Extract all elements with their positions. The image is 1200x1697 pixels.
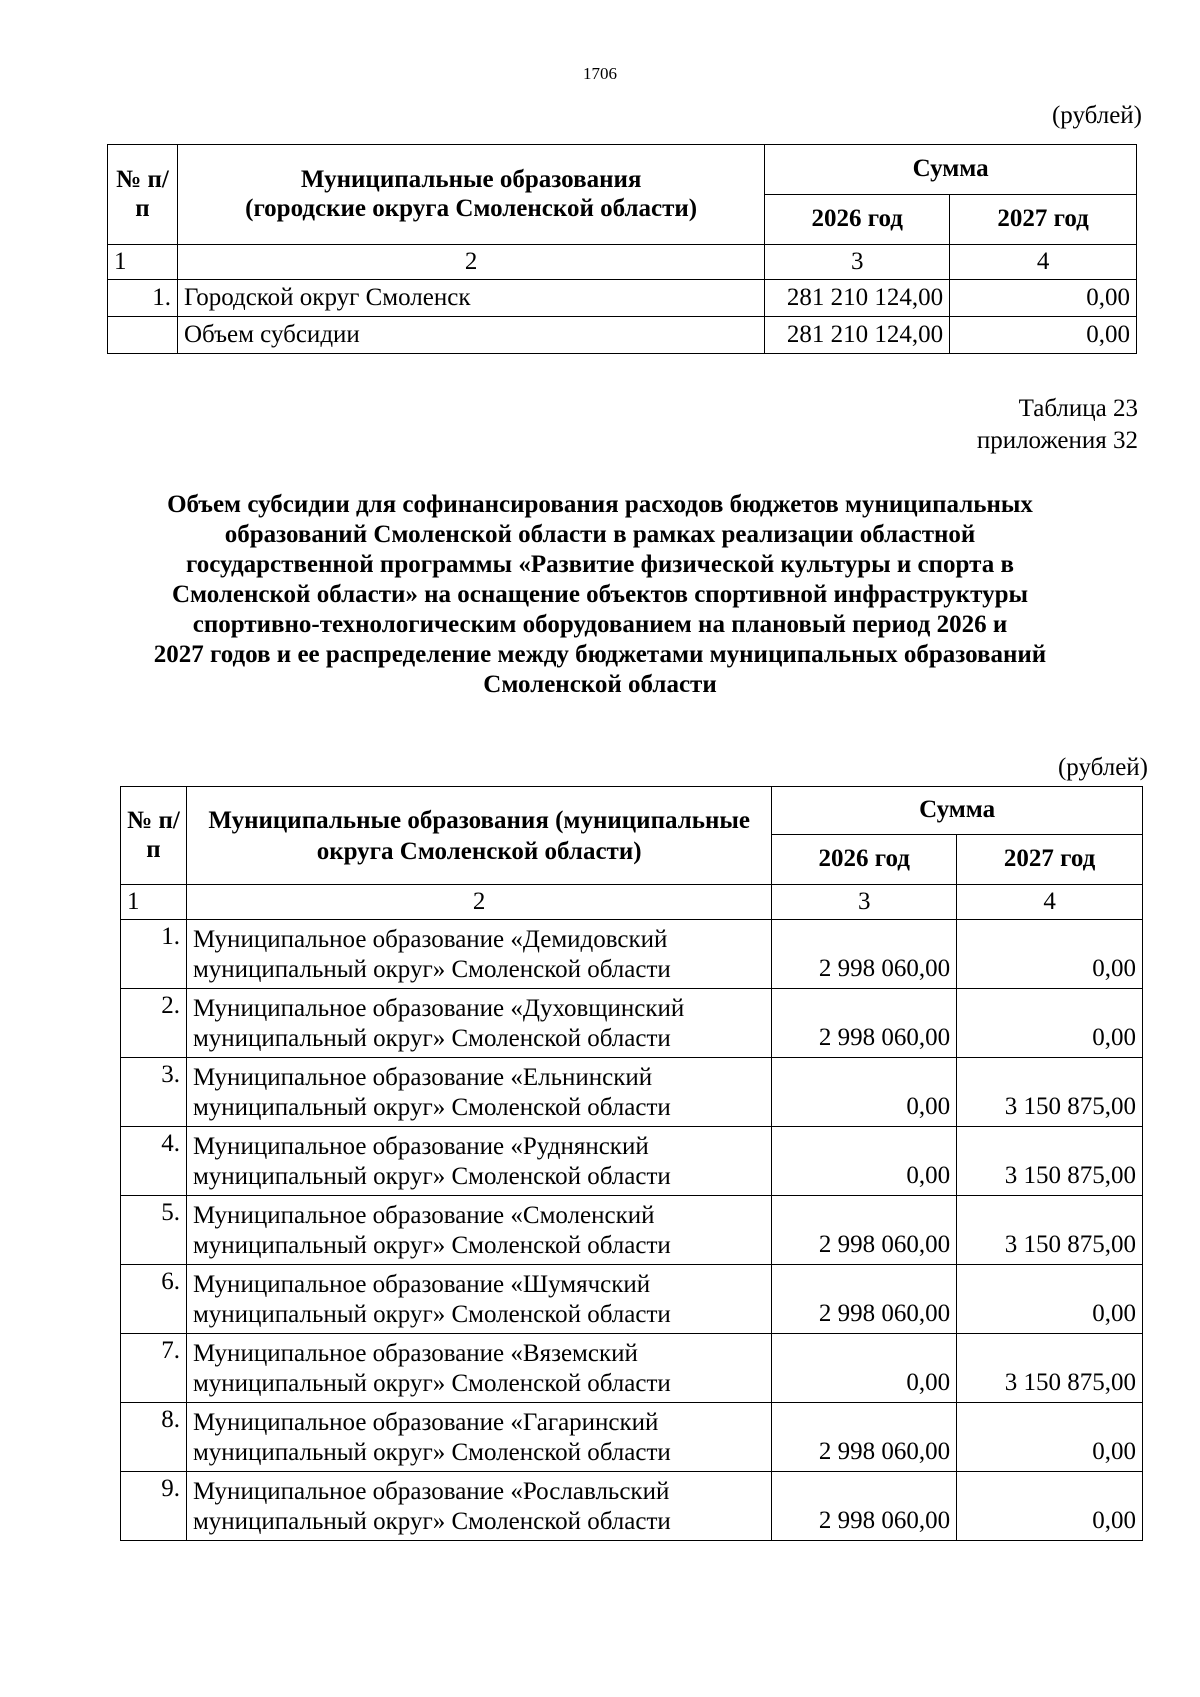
table1 (107, 144, 1137, 354)
table2-header-no: № п/п (121, 787, 187, 885)
table-row: 5. Муниципальное образование «Смоленский муниципальный округ» Смоленской области 2 998 060,00 3 150 875,00 (121, 1196, 1143, 1265)
table-row: 6. Муниципальное образование «Шумячский муниципальный округ» Смоленской области 2 998 060,00 0,00 (121, 1265, 1143, 1334)
table2-header-sum: Сумма (772, 787, 1143, 835)
table-row-total: Объем субсидии 281 210 124,00 0,00 (108, 317, 1137, 354)
table2 (120, 786, 1143, 1541)
table-row: 1. Городской округ Смоленск 281 210 124,00 0,00 (108, 280, 1137, 317)
document-title: Объем субсидии для софинансирования расходов бюджетов муниципальных образований Смоленской области в рамках реализации областной государственной программы «Развитие физической культуры и спорта в Смоленской области» на оснащение объектов спортивной инфраструктуры спортивно-технологическим оборудованием на плановый период 2026 и 2027 годов и ее распределение между бюджетами муниципальных образований Смоленской области (153, 491, 1047, 698)
table1-header-no: № п/п (108, 145, 178, 245)
table-row: 3. Муниципальное образование «Ельнинский муниципальный округ» Смоленской области 0,00 3 150 875,00 (121, 1058, 1143, 1127)
table1-header-2026: 2026 год (765, 195, 950, 245)
table1-index-row: 1 2 3 4 (108, 245, 1137, 280)
table-row: 2. Муниципальное образование «Духовщинский муниципальный округ» Смоленской области 2 998 060,00 0,00 (121, 989, 1143, 1058)
table2-header-2027: 2027 год (957, 835, 1143, 885)
table1-header-name: Муниципальные образования (городские округа Смоленской области) (177, 145, 764, 245)
table-row: 1. Муниципальное образование «Демидовский муниципальный округ» Смоленской области 2 998 060,00 0,00 (121, 920, 1143, 989)
table2-header-name: Муниципальные образования (муниципальные округа Смоленской области) (186, 787, 771, 885)
table-row: 9. Муниципальное образование «Рославльский муниципальный округ» Смоленской области 2 998 060,00 0,00 (121, 1472, 1143, 1541)
table-row: 4. Муниципальное образование «Руднянский муниципальный округ» Смоленской области 0,00 3 150 875,00 (121, 1127, 1143, 1196)
page-number: 1706 (583, 64, 617, 83)
table-row: 8. Муниципальное образование «Гагаринский муниципальный округ» Смоленской области 2 998 060,00 0,00 (121, 1403, 1143, 1472)
table1-header-2027: 2027 год (950, 195, 1137, 245)
table1-units: (рублей) (1051, 102, 1142, 129)
table2-units: (рублей) (1057, 754, 1148, 781)
table1-header-sum: Сумма (765, 145, 1137, 195)
table2-index-row: 1 2 3 4 (121, 885, 1143, 920)
table-caption: Таблица 23 приложения 32 (976, 395, 1138, 454)
table-row: 7. Муниципальное образование «Вяземский муниципальный округ» Смоленской области 0,00 3 150 875,00 (121, 1334, 1143, 1403)
table2-header-2026: 2026 год (772, 835, 957, 885)
